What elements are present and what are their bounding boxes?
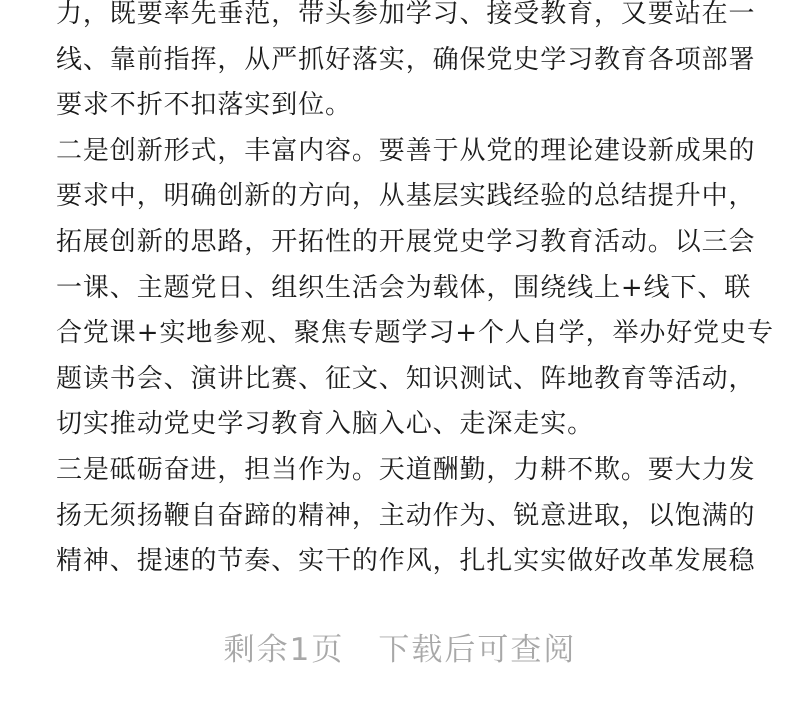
remaining-pages-label: 剩余1页 (223, 632, 345, 668)
text-line: 线、靠前指挥，从严抓好落实，确保党史学习教育各项部署 (56, 44, 756, 75)
text-line: 要求不折不扣落实到位。 (56, 90, 352, 121)
text-line: 力，既要率先垂范，带头参加学习、接受教育，又要站在一 (56, 0, 756, 29)
text-line: 拓展创新的思路，开拓性的开展党史学习教育活动。以三会 (56, 226, 756, 257)
download-hint-label: 下载后可查阅 (378, 632, 577, 668)
text-line: 三是砥砺奋进，担当作为。天道酬勤，力耕不欺。要大力发 (56, 454, 756, 485)
text-line: 精神、提速的节奏、实干的作风，扎扎实实做好改革发展稳 (56, 546, 756, 577)
text-line: 题读书会、演讲比赛、征文、知识测试、阵地教育等活动， (56, 363, 756, 394)
text-line: 扬无须扬鞭自奋蹄的精神，主动作为、锐意进取，以饱满的 (56, 500, 756, 531)
text-line: 切实推动党史学习教育入脑入心、走深走实。 (56, 409, 595, 440)
text-line: 二是创新形式，丰富内容。要善于从党的理论建设新成果的 (56, 135, 756, 166)
text-line: 合党课+实地参观、聚焦专题学习+个人自学，举办好党史专 (56, 318, 774, 349)
download-prompt[interactable] (0, 624, 800, 669)
text-line: 要求中，明确创新的方向，从基层实践经验的总结提升中， (56, 181, 756, 212)
text-line: 一课、主题党日、组织生活会为载体，围绕线上+线下、联 (56, 272, 752, 303)
document-body (56, 0, 774, 585)
